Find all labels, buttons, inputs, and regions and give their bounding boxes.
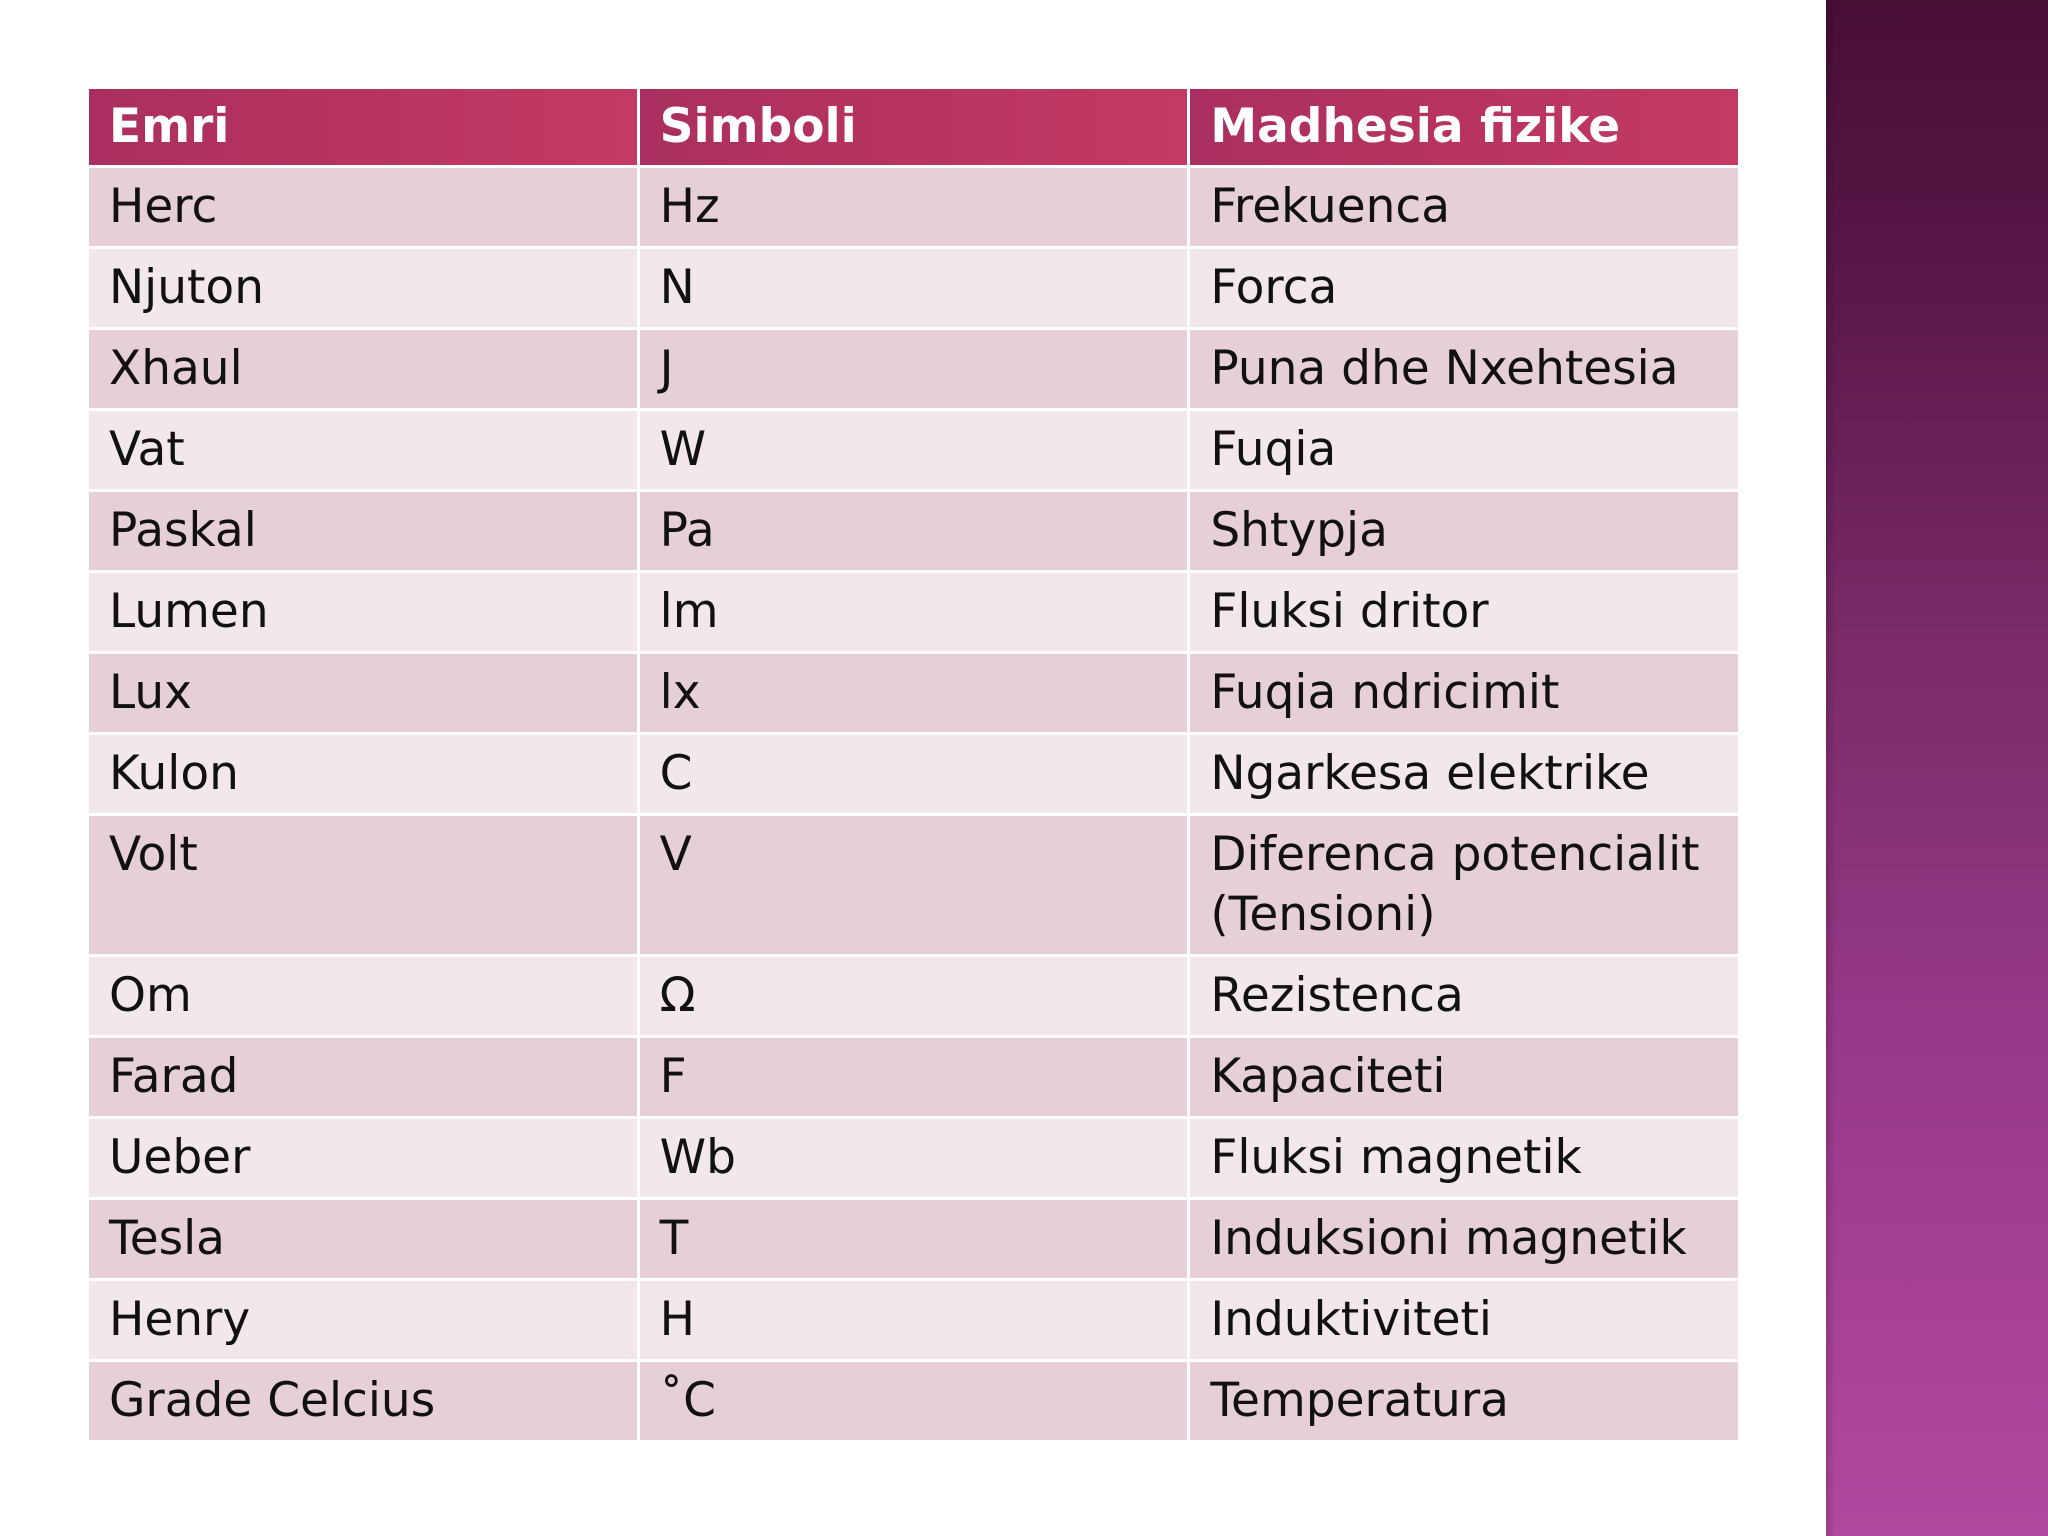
- cell-symbol: W: [640, 411, 1188, 489]
- cell-name: Njuton: [89, 249, 637, 327]
- cell-symbol: lx: [640, 654, 1188, 732]
- side-band-shadow: [1826, 0, 1836, 1536]
- cell-symbol: Ω: [640, 957, 1188, 1035]
- cell-name: Tesla: [89, 1200, 637, 1278]
- cell-symbol: C: [640, 735, 1188, 813]
- cell-symbol: Pa: [640, 492, 1188, 570]
- cell-symbol: Hz: [640, 168, 1188, 246]
- cell-name: Volt: [89, 816, 637, 954]
- cell-name: Kulon: [89, 735, 637, 813]
- cell-quantity: Shtypja: [1190, 492, 1738, 570]
- cell-quantity: Fuqia ndricimit: [1190, 654, 1738, 732]
- cell-symbol: Wb: [640, 1119, 1188, 1197]
- cell-quantity: Fluksi dritor: [1190, 573, 1738, 651]
- cell-name: Vat: [89, 411, 637, 489]
- table-row: [89, 735, 1738, 813]
- header-physical-quantity: Madhesia fizike: [1190, 89, 1738, 165]
- cell-quantity: Frekuenca: [1190, 168, 1738, 246]
- cell-symbol: ˚C: [640, 1362, 1188, 1440]
- cell-quantity: Temperatura: [1190, 1362, 1738, 1440]
- cell-name: Paskal: [89, 492, 637, 570]
- table-row: [89, 411, 1738, 489]
- cell-quantity: Ngarkesa elektrike: [1190, 735, 1738, 813]
- table-row: [89, 330, 1738, 408]
- cell-symbol: F: [640, 1038, 1188, 1116]
- table-header-row: [89, 89, 1738, 165]
- cell-quantity: Rezistenca: [1190, 957, 1738, 1035]
- table-row: [89, 1200, 1738, 1278]
- table-row: [89, 1119, 1738, 1197]
- table-row: [89, 492, 1738, 570]
- table-row: [89, 1038, 1738, 1116]
- decorative-side-band: [1826, 0, 2048, 1536]
- table-header: [89, 89, 1738, 165]
- cell-name: Xhaul: [89, 330, 637, 408]
- cell-name: Henry: [89, 1281, 637, 1359]
- cell-quantity: Induksioni magnetik: [1190, 1200, 1738, 1278]
- table-row: [89, 168, 1738, 246]
- cell-quantity: Fluksi magnetik: [1190, 1119, 1738, 1197]
- si-units-table: [86, 86, 1741, 1443]
- table-row: [89, 1362, 1738, 1440]
- table-row: [89, 654, 1738, 732]
- cell-symbol: lm: [640, 573, 1188, 651]
- cell-quantity: Puna dhe Nxehtesia: [1190, 330, 1738, 408]
- header-symbol: Simboli: [640, 89, 1188, 165]
- table-row: [89, 816, 1738, 954]
- cell-name: Herc: [89, 168, 637, 246]
- cell-name: Grade Celcius: [89, 1362, 637, 1440]
- cell-name: Om: [89, 957, 637, 1035]
- cell-quantity: Forca: [1190, 249, 1738, 327]
- cell-symbol: J: [640, 330, 1188, 408]
- cell-symbol: N: [640, 249, 1188, 327]
- header-name: Emri: [89, 89, 637, 165]
- table-row: [89, 1281, 1738, 1359]
- cell-quantity: Diferenca potencialit (Tensioni): [1190, 816, 1738, 954]
- table-row: [89, 249, 1738, 327]
- table-row: [89, 957, 1738, 1035]
- cell-name: Ueber: [89, 1119, 637, 1197]
- cell-symbol: V: [640, 816, 1188, 954]
- cell-name: Lumen: [89, 573, 637, 651]
- cell-symbol: T: [640, 1200, 1188, 1278]
- cell-quantity: Fuqia: [1190, 411, 1738, 489]
- cell-name: Farad: [89, 1038, 637, 1116]
- cell-name: Lux: [89, 654, 637, 732]
- table-row: [89, 573, 1738, 651]
- cell-symbol: H: [640, 1281, 1188, 1359]
- table-body: [89, 168, 1738, 1440]
- cell-quantity: Induktiviteti: [1190, 1281, 1738, 1359]
- cell-quantity: Kapaciteti: [1190, 1038, 1738, 1116]
